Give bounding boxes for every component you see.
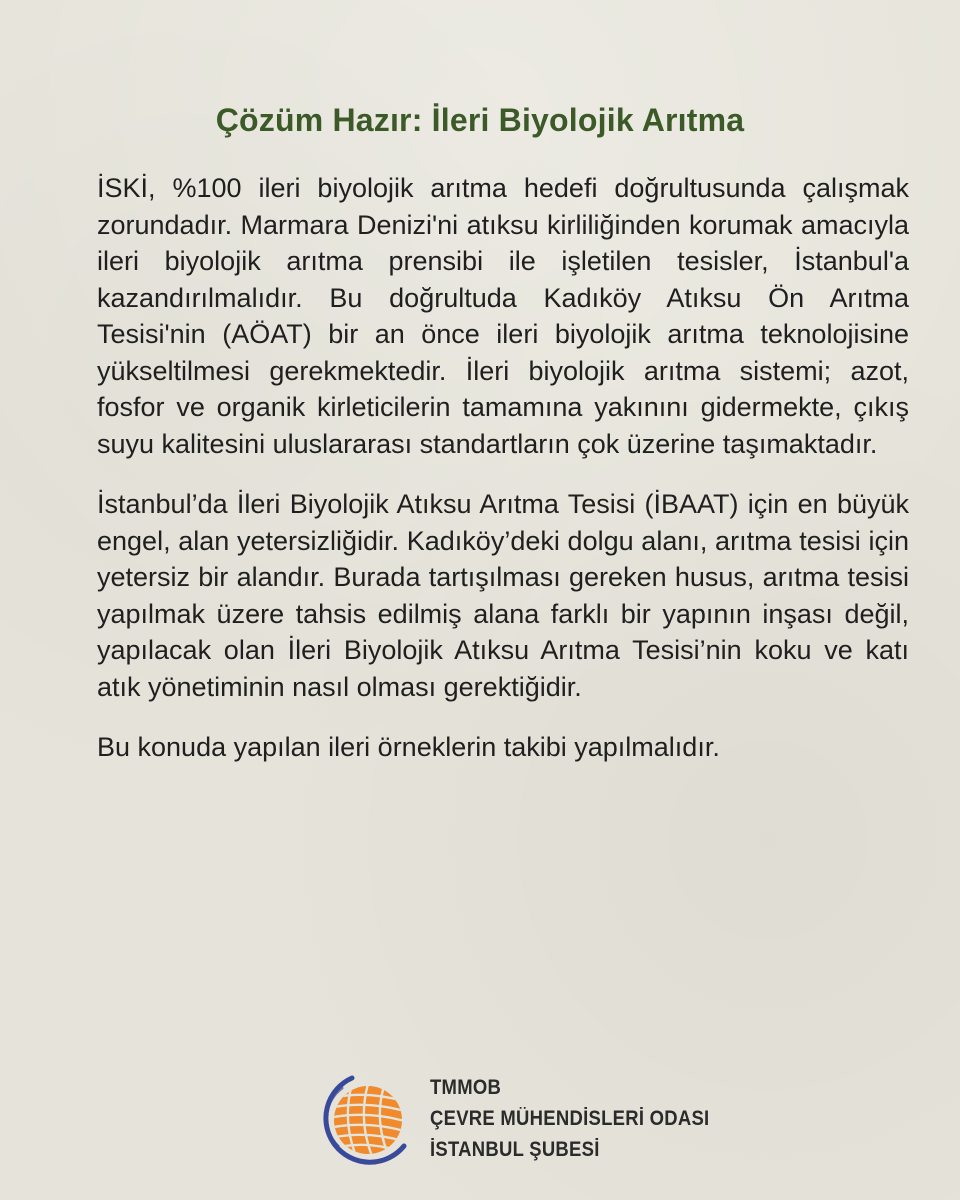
paragraph-2: İstanbul’da İleri Biyolojik Atıksu Arıtma Tesisi (İBAAT) için en büyük engel, alan yetersizliğidir. Kadıköy’deki dolgu alanı, arıtma tesisi için yetersiz bir alandır. Burada tartışılması gereken husus, arıtma tesisi yapılmak üzere tahsis edilmiş alana farklı bir yapının inşası değil, yapılacak olan İleri Biyolojik Atıksu Arıtma Tesisi’nin koku ve katı atık yönetiminin nasıl olması gerektiğidir. [97,489,909,702]
logo-line-branch: İSTANBUL ŞUBESİ [430,1138,600,1161]
page-title: Çözüm Hazır: İleri Biyolojik Arıtma [215,102,745,138]
article-body [97,170,909,766]
globe-logo-icon [312,1068,416,1172]
paragraph-3: Bu konuda yapılan ileri örneklerin takibi yapılmalıdır. [97,732,720,762]
logo-line-tmmob: TMMOB [430,1076,502,1099]
logo-text [430,1072,748,1165]
organization-logo [312,1068,732,1168]
paragraph-1: İSKİ, %100 ileri biyolojik arıtma hedefi doğrultusunda çalışmak zorundadır. Marmara Denizi'ni atıksu kirliliğinden korumak amacıyla ileri biyolojik arıtma prensibi ile işletilen tesisler, İstanbul'a kazandırılmalıdır. Bu doğrultuda Kadıköy Atıksu Ön Arıtma Tesisi'nin (AÖAT) bir an önce ileri biyolojik arıtma teknolojisine yükseltilmesi gerekmektedir. İleri biyolojik arıtma sistemi; azot, fosfor ve organik kirleticilerin tamamına yakınını gidermekte, çıkış suyu kalitesini uluslararası standartların çok üzerine taşımaktadır. [97,173,909,459]
logo-line-chamber: ÇEVRE MÜHENDİSLERİ ODASI [430,1107,710,1130]
